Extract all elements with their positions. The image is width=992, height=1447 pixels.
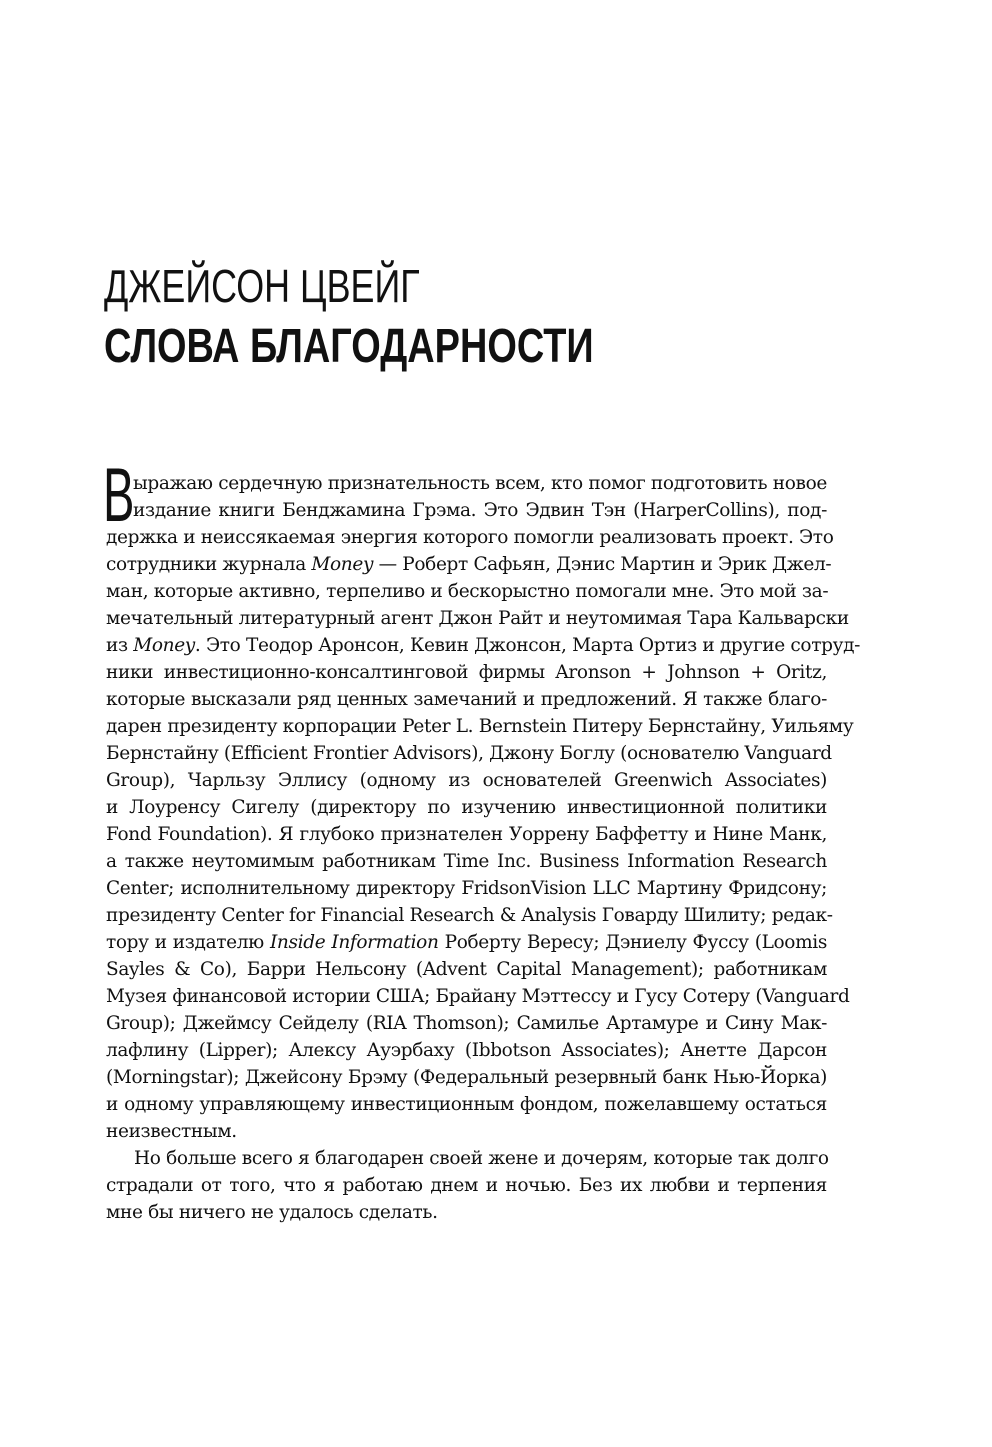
text-fragment: — Роберт Сафьян, Дэнис Мартин и Эрик Джел-: [373, 554, 832, 575]
text-fragment: из: [106, 635, 134, 656]
text-line: держка и неиссякаемая энергия которого помогли реализовать проект. Это: [106, 527, 834, 548]
body-text: [103, 453, 861, 1226]
text-line: а также неутомимым работникам Time Inc. Business Information Research: [106, 851, 827, 872]
text-line: ман, которые активно, терпеливо и бескорыстно помогали мне. Это мой за-: [106, 581, 829, 602]
text-line: и одному управляющему инвестиционным фондом, пожелавшему остаться: [106, 1094, 827, 1115]
text-line: Center; исполнительному директору FridsonVision LLC Мартину Фридсону;: [106, 878, 827, 899]
text-line: мне бы ничего не удалось сделать.: [106, 1202, 438, 1223]
text-line: Sayles & Co), Барри Нельсону (Advent Capital Management); работникам: [106, 959, 827, 980]
text-line: [106, 551, 832, 578]
text-line: Музея финансовой истории США; Брайану Мэттессу и Гусу Сотеру (Vanguard: [106, 986, 850, 1007]
text-line: Fond Foundation). Я глубоко признателен Уоррену Баффетту и Нине Манк,: [106, 824, 827, 845]
section-title: СЛОВА БЛАГОДАРНОСТИ: [104, 320, 594, 373]
drop-cap: В: [103, 453, 135, 538]
text-line: ыражаю сердечную признательность всем, кто помог подготовить новое: [133, 473, 827, 494]
text-line: дарен президенту корпорации Peter L. Bernstein Питеру Бернстайну, Уильяму: [106, 716, 854, 737]
text-line: [106, 929, 827, 956]
paragraph-1: [103, 453, 861, 1145]
text-line: которые высказали ряд ценных замечаний и предложений. Я также благо-: [106, 689, 827, 710]
text-line: Group), Чарльзу Эллису (одному из основателей Greenwich Associates): [106, 770, 827, 791]
text-line: мечательный литературный агент Джон Райт и неутомимая Тара Кальварски: [106, 608, 849, 629]
text-fragment: тору и издателю: [106, 932, 270, 953]
text-line: Но больше всего я благодарен своей жене и дочерям, которые так долго: [134, 1148, 829, 1169]
text-line: неизвестным.: [106, 1121, 237, 1142]
italic-text: Inside Information: [269, 932, 439, 953]
text-fragment: сотрудники журнала: [106, 554, 306, 575]
italic-text: Money: [311, 554, 374, 575]
text-line: Group); Джеймсу Сейделу (RIA Thomson); Самилье Артамуре и Сину Мак-: [106, 1013, 827, 1034]
text-line: президенту Center for Financial Research & Analysis Говарду Шилиту; редак-: [106, 905, 833, 926]
text-line: лафлину (Lipper); Алексу Ауэрбаху (Ibbotson Associates); Анетте Дарсон: [106, 1040, 827, 1061]
text-fragment: Роберту Вересу; Дэниелу Фуссу (Loomis: [438, 932, 827, 953]
text-line: и Лоуренсу Сигелу (директору по изучению инвестиционной политики: [106, 797, 827, 818]
text-fragment: . Это Теодор Аронсон, Кевин Джонсон, Марта Ортиз и другие сотруд-: [194, 635, 861, 656]
paragraph-2: [106, 1145, 827, 1226]
text-line: (Morningstar); Джейсону Брэму (Федеральный резервный банк Нью-Йорка): [106, 1067, 827, 1088]
text-line: [106, 632, 861, 659]
text-line: издание книги Бенджамина Грэма. Это Эдвин Тэн (HarperCollins), под-: [133, 500, 827, 521]
author-name: ДЖЕЙСОН ЦВЕЙГ: [104, 260, 420, 312]
text-line: страдали от того, что я работаю днем и ночью. Без их любви и терпения: [106, 1175, 827, 1196]
text-line: ники инвестиционно-консалтинговой фирмы Aronson + Johnson + Oritz,: [106, 662, 827, 683]
text-line: Бернстайну (Efficient Frontier Advisors), Джону Боглу (основателю Vanguard: [106, 743, 832, 764]
italic-text: Money: [133, 635, 195, 656]
